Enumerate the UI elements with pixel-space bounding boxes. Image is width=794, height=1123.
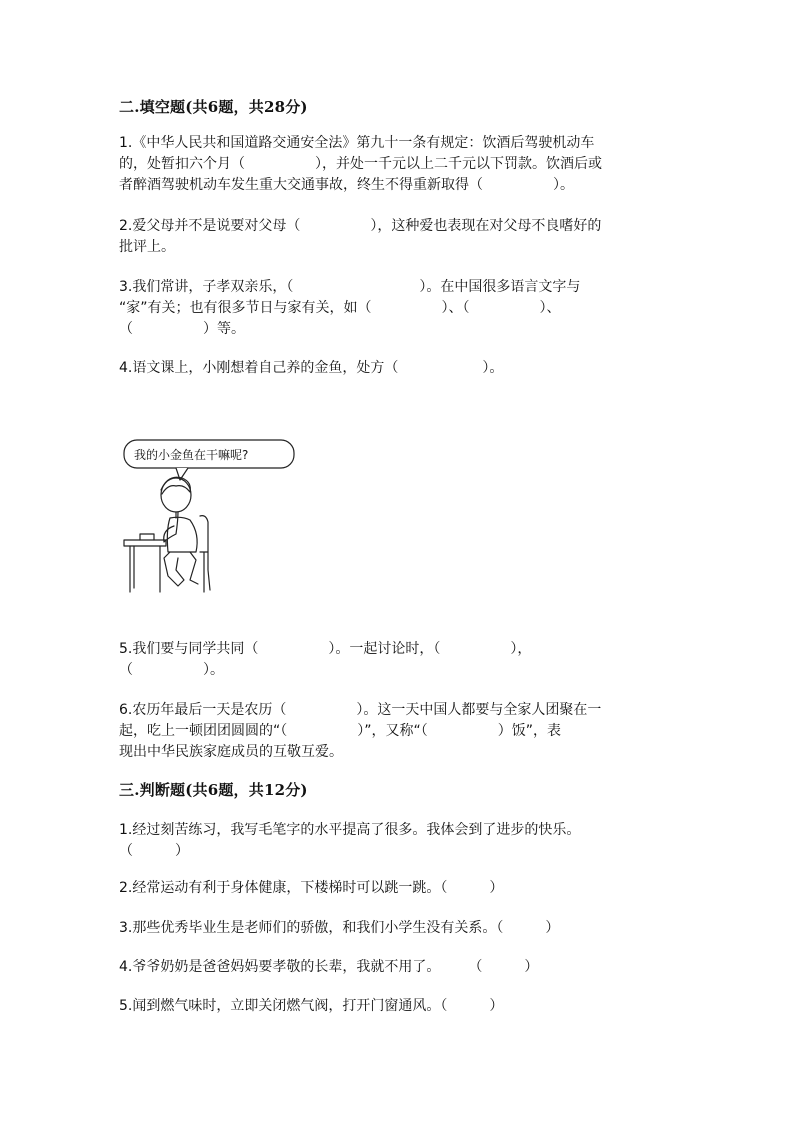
question-6 <box>119 700 677 763</box>
boy-at-desk-illustration <box>118 430 308 600</box>
section-heading-fill-blank: 二.填空题(共6题，共28分) <box>119 98 308 116</box>
question-5-line: 5.我们要与同学共同（ ）。一起讨论时，（ ）， <box>119 641 532 657</box>
question-1-line: 1.《中华人民共和国道路交通安全法》第九十一条有规定：饮酒后驾驶机动车 <box>119 135 595 151</box>
judge-question-4 <box>119 957 677 978</box>
question-3 <box>119 277 677 340</box>
question-6-line: 6.农历年最后一天是农历（ ）。这一天中国人都要与全家人团聚在一 <box>119 702 602 718</box>
question-5 <box>119 639 677 681</box>
section-heading-judge: 三.判断题(共6题，共12分) <box>119 781 308 799</box>
question-5-line: （ ）。 <box>119 662 224 678</box>
question-2 <box>119 216 677 258</box>
judge-question-2 <box>119 878 677 899</box>
question-1-line: 的，处暂扣六个月（ ），并处一千元以上二千元以下罚款。饮酒后或 <box>119 156 602 172</box>
question-6-line: 现出中华民族家庭成员的互敬互爱。 <box>119 744 343 760</box>
question-3-line: （ ）等。 <box>119 321 245 337</box>
speech-bubble-text: 我的小金鱼在干嘛呢? <box>134 448 249 462</box>
judge-question-1-line: 1.经过刻苦练习，我写毛笔字的水平提高了很多。我体会到了进步的快乐。 <box>119 822 581 838</box>
question-3-line: “家”有关；也有很多节日与家有关，如（ ）、（ ）、 <box>119 300 561 316</box>
question-4-line: 4.语文课上，小刚想着自己养的金鱼，处方（ ）。 <box>119 360 504 376</box>
question-2-line: 2.爱父母并不是说要对父母（ ），这种爱也表现在对父母不良嗜好的 <box>119 218 602 234</box>
question-3-line: 3.我们常讲，子孝双亲乐，（ ）。在中国很多语言文字与 <box>119 279 581 295</box>
question-4 <box>119 358 677 379</box>
judge-question-2-line: 2.经常运动有利于身体健康，下楼梯时可以跳一跳。（ ） <box>119 880 504 896</box>
judge-question-1 <box>119 820 677 862</box>
judge-question-1-line: （ ） <box>119 843 189 859</box>
question-6-line: 起，吃上一顿团团圆圆的“（ ）”，又称“（ ）饭”，表 <box>119 723 562 739</box>
question-1-line: 者醉酒驾驶机动车发生重大交通事故，终生不得重新取得（ ）。 <box>119 177 574 193</box>
question-1 <box>119 133 677 196</box>
judge-question-3-line: 3.那些优秀毕业生是老师们的骄傲，和我们小学生没有关系。（ ） <box>119 920 560 936</box>
judge-question-5 <box>119 996 677 1017</box>
question-2-line: 批评上。 <box>119 239 175 255</box>
judge-question-4-line: 4.爷爷奶奶是爸爸妈妈要孝敬的长辈，我就不用了。 （ ） <box>119 959 539 975</box>
boy-illustration-svg <box>118 430 308 600</box>
judge-question-5-line: 5.闻到燃气味时，立即关闭燃气阀，打开门窗通风。（ ） <box>119 998 504 1014</box>
judge-question-3 <box>119 918 677 939</box>
